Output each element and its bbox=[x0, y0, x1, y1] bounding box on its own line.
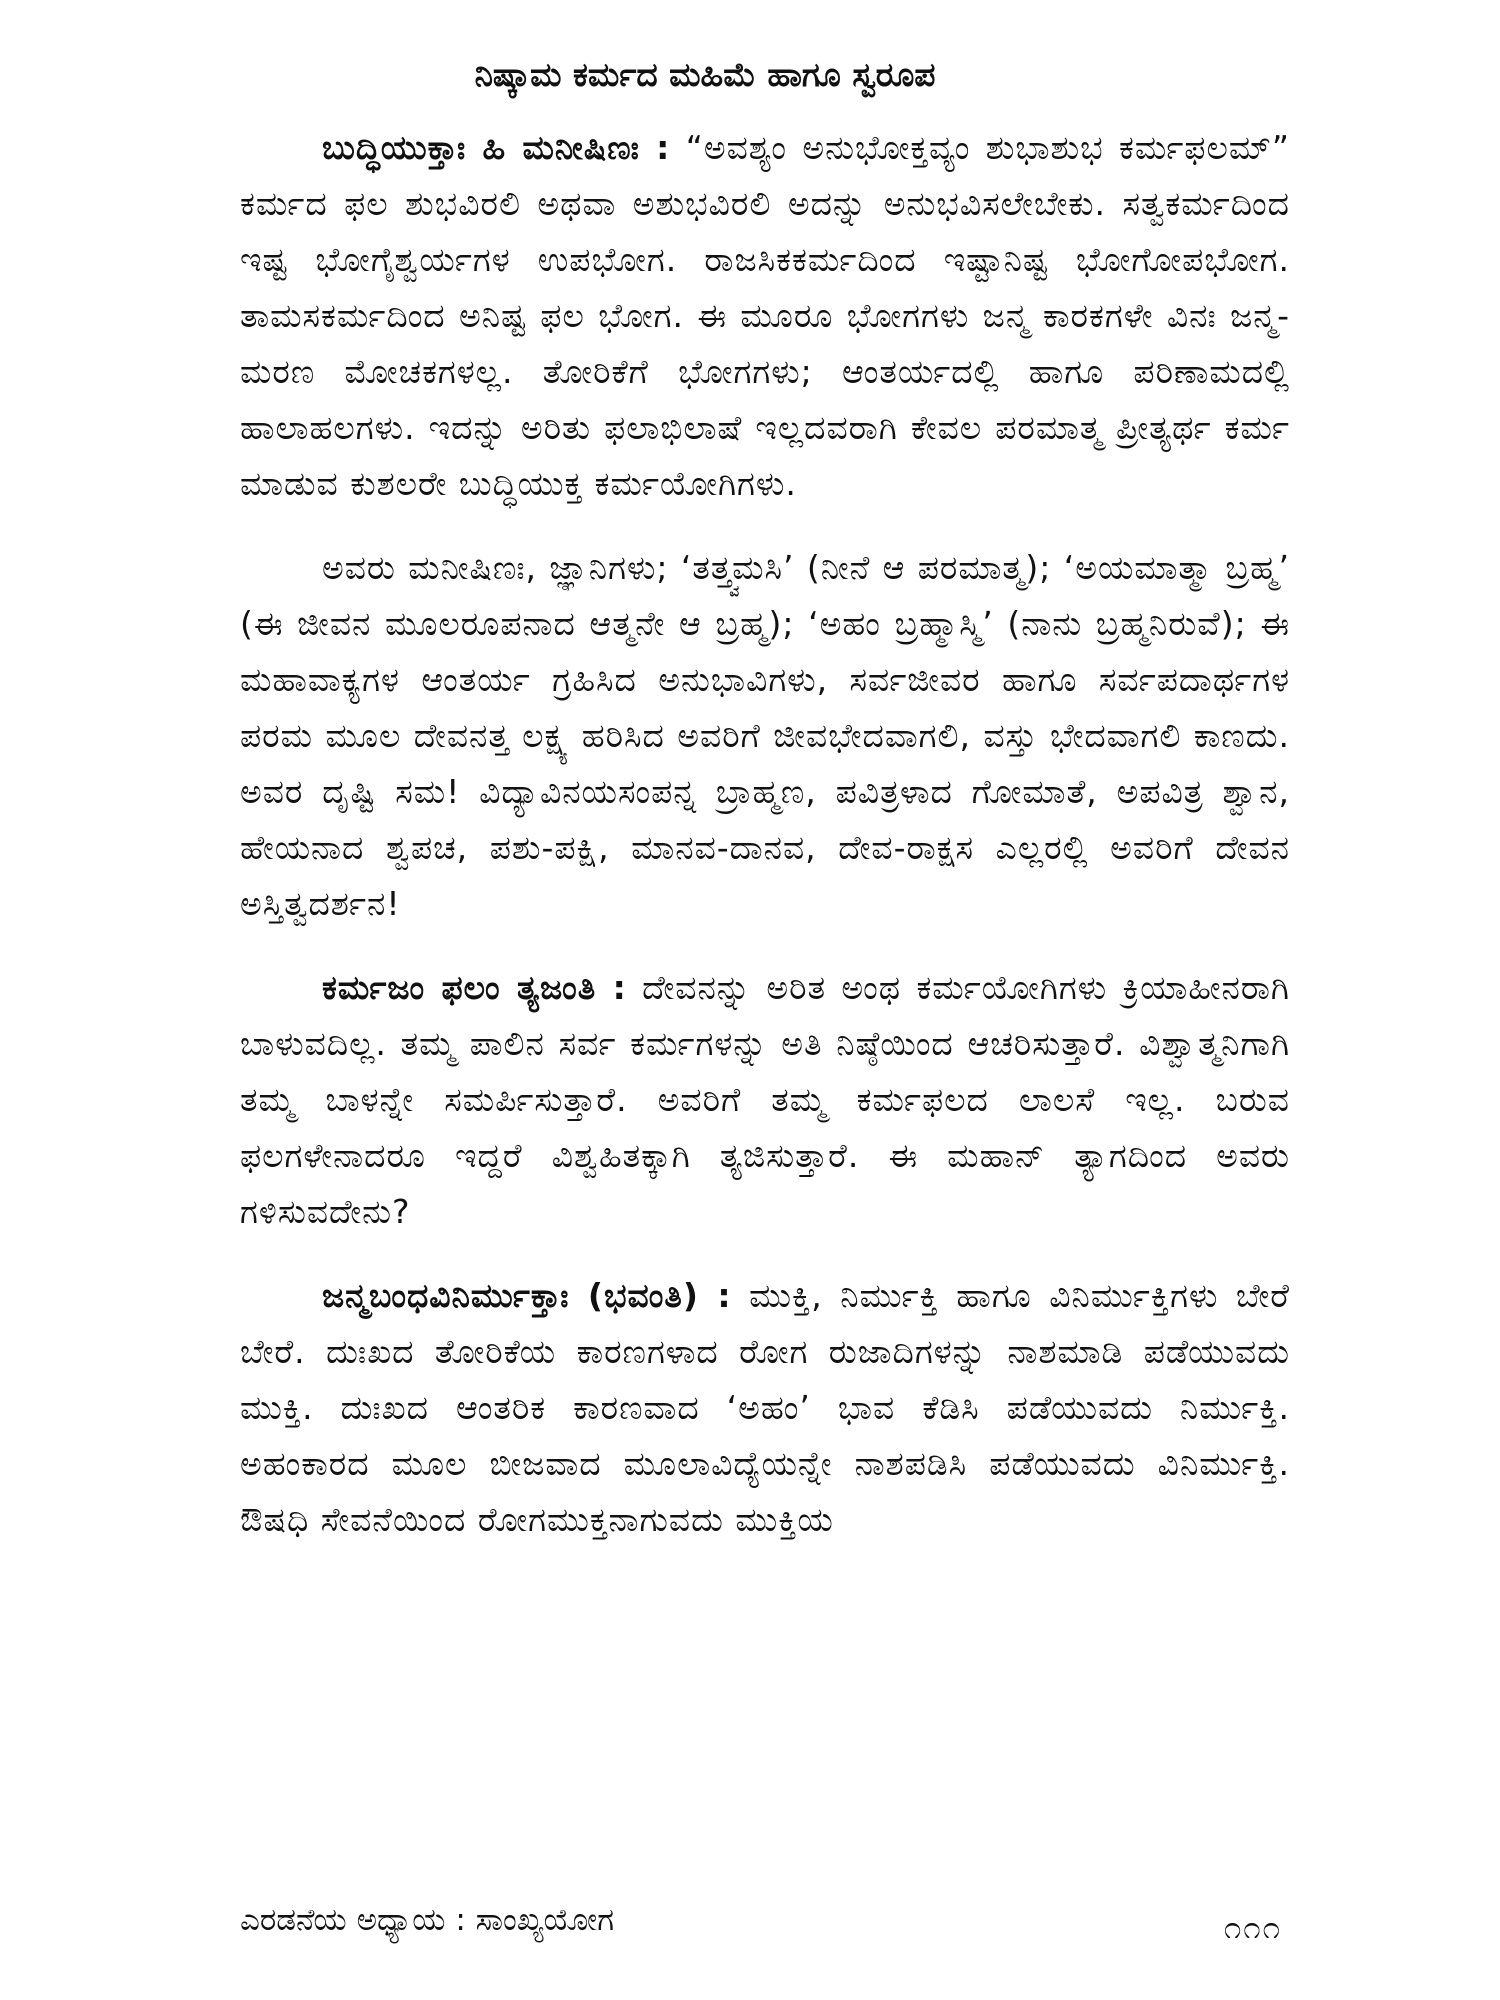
page-title: ನಿಷ್ಕಾಮ ಕರ್ಮದ ಮಹಿಮೆ ಹಾಗೂ ಸ್ವರೂಪ bbox=[474, 55, 936, 94]
paragraph-1-text: “ಅವಶ್ಯಂ ಅನುಭೋಕ್ತವ್ಯಂ ಶುಭಾಶುಭ ಕರ್ಮಫಲಮ್” ಕರ್ಮದ ಫಲ ಶುಭವಿರಲಿ ಅಥವಾ ಅಶುಭವಿರಲಿ ಅದನ್ನು ಅನುಭವಿಸಲೇಬೇಕು. ಸತ್ವಕರ್ಮದಿಂದ ಇಷ್ಟ ಭೋಗೈಶ್ವರ್ಯಗಳ ಉಪಭೋಗ. ರಾಜಸಿಕಕರ್ಮದಿಂದ ಇಷ್ಟಾನಿಷ್ಟ ಭೋಗೋಪಭೋಗ. ತಾಮಸಕರ್ಮದಿಂದ ಅನಿಷ್ಟ ಫಲ ಭೋಗ. ಈ ಮೂರೂ ಭೋಗಗಳು ಜನ್ಮ ಕಾರಕಗಳೇ ವಿನಃ ಜನ್ಮ-ಮರಣ ಮೋಚಕಗಳಲ್ಲ. ತೋರಿಕೆಗೆ ಭೋಗಗಳು; ಆಂತರ್ಯದಲ್ಲಿ ಹಾಗೂ ಪರಿಣಾಮದಲ್ಲಿ ಹಾಲಾಹಲಗಳು. ಇದನ್ನು ಅರಿತು ಫಲಾಭಿಲಾಷೆ ಇಲ್ಲದವರಾಗಿ ಕೇವಲ ಪರಮಾತ್ಮ ಪ್ರೀತ್ಯರ್ಥ ಕರ್ಮ ಮಾಡುವ ಕುಶಲರೇ ಬುದ್ಧಿಯುಕ್ತ ಕರ್ಮಯೋಗಿಗಳು. bbox=[240, 128, 1291, 503]
page-footer bbox=[240, 1898, 1290, 1958]
paragraph-4-lead: ಜನ್ಮಬಂಧವಿನಿರ್ಮುಕ್ತಾಃ (ಭವಂತಿ) : bbox=[322, 1276, 732, 1315]
paragraph-4-text: ಮುಕ್ತಿ, ನಿರ್ಮುಕ್ತಿ ಹಾಗೂ ವಿನಿರ್ಮುಕ್ತಿಗಳು ಬೇರೆ ಬೇರೆ. ದುಃಖದ ತೋರಿಕೆಯ ಕಾರಣಗಳಾದ ರೋಗ ರುಜಾದಿಗಳನ್ನು ನಾಶಮಾಡಿ ಪಡೆಯುವದು ಮುಕ್ತಿ. ದುಃಖದ ಆಂತರಿಕ ಕಾರಣವಾದ ‘ಅಹಂ’ ಭಾವ ಕೆಡಿಸಿ ಪಡೆಯುವದು ನಿರ್ಮುಕ್ತಿ. ಅಹಂಕಾರದ ಮೂಲ ಬೀಜವಾದ ಮೂಲಾವಿದ್ಯೆಯನ್ನೇ ನಾಶಪಡಿಸಿ ಪಡೆಯುವದು ವಿನಿರ್ಮುಕ್ತಿ. ಔಷಧಿ ಸೇವನೆಯಿಂದ ರೋಗಮುಕ್ತನಾಗುವದು ಮುಕ್ತಿಯ bbox=[240, 1276, 1290, 1539]
paragraph-1-lead: ಬುದ್ಧಿಯುಕ್ತಾಃ ಹಿ ಮನೀಷಿಣಃ : bbox=[322, 128, 671, 167]
paragraph-4 bbox=[240, 1268, 1290, 1548]
paragraph-1 bbox=[240, 120, 1290, 512]
page-number: ೧೧೧ bbox=[1223, 1910, 1282, 1946]
paragraph-3-text: ದೇವನನ್ನು ಅರಿತ ಅಂಥ ಕರ್ಮಯೋಗಿಗಳು ಕ್ರಿಯಾಹೀನರಾಗಿ ಬಾಳುವದಿಲ್ಲ. ತಮ್ಮ ಪಾಲಿನ ಸರ್ವ ಕರ್ಮಗಳನ್ನು ಅತಿ ನಿಷ್ಠೆಯಿಂದ ಆಚರಿಸುತ್ತಾರೆ. ವಿಶ್ವಾತ್ಮನಿಗಾಗಿ ತಮ್ಮ ಬಾಳನ್ನೇ ಸಮರ್ಪಿಸುತ್ತಾರೆ. ಅವರಿಗೆ ತಮ್ಮ ಕರ್ಮಫಲದ ಲಾಲಸೆ ಇಲ್ಲ. ಬರುವ ಫಲಗಳೇನಾದರೂ ಇದ್ದರೆ ವಿಶ್ವಹಿತಕ್ಕಾಗಿ ತ್ಯಜಿಸುತ್ತಾರೆ. ಈ ಮಹಾನ್ ತ್ಯಾಗದಿಂದ ಅವರು ಗಳಿಸುವದೇನು? bbox=[240, 968, 1290, 1231]
paragraph-2 bbox=[240, 540, 1290, 932]
paragraph-3 bbox=[240, 960, 1290, 1240]
paragraph-3-lead: ಕರ್ಮಜಂ ಫಲಂ ತ್ಯಜಂತಿ : bbox=[322, 968, 627, 1007]
chapter-label: ಎರಡನೆಯ ಅಧ್ಯಾಯ : ಸಾಂಖ್ಯಯೋಗ bbox=[240, 1902, 614, 1938]
paragraph-2-text: ಅವರು ಮನೀಷಿಣಃ, ಜ್ಞಾನಿಗಳು; ‘ತತ್ತ್ವಮಸಿ’ (ನೀನೆ ಆ ಪರಮಾತ್ಮ); ‘ಅಯಮಾತ್ಮಾ ಬ್ರಹ್ಮ’ (ಈ ಜೀವನ ಮೂಲರೂಪನಾದ ಆತ್ಮನೇ ಆ ಬ್ರಹ್ಮ); ‘ಅಹಂ ಬ್ರಹ್ಮಾಸ್ಮಿ’ (ನಾನು ಬ್ರಹ್ಮನಿರುವೆ); ಈ ಮಹಾವಾಕ್ಯಗಳ ಆಂತರ್ಯ ಗ್ರಹಿಸಿದ ಅನುಭಾವಿಗಳು, ಸರ್ವಜೀವರ ಹಾಗೂ ಸರ್ವಪದಾರ್ಥಗಳ ಪರಮ ಮೂಲ ದೇವನತ್ತ ಲಕ್ಷ್ಯ ಹರಿಸಿದ ಅವರಿಗೆ ಜೀವಭೇದವಾಗಲಿ, ವಸ್ತು ಭೇದವಾಗಲಿ ಕಾಣದು. ಅವರ ದೃಷ್ಟಿ ಸಮ! ವಿದ್ಯಾವಿನಯಸಂಪನ್ನ ಬ್ರಾಹ್ಮಣ, ಪವಿತ್ರಳಾದ ಗೋಮಾತೆ, ಅಪವಿತ್ರ ಶ್ವಾನ, ಹೇಯನಾದ ಶ್ವಪಚ, ಪಶು-ಪಕ್ಷಿ, ಮಾನವ-ದಾನವ, ದೇವ-ರಾಕ್ಷಸ ಎಲ್ಲರಲ್ಲಿ ಅವರಿಗೆ ದೇವನ ಅಸ್ತಿತ್ವದರ್ಶನ! bbox=[240, 548, 1290, 923]
page-body bbox=[240, 52, 1290, 1952]
